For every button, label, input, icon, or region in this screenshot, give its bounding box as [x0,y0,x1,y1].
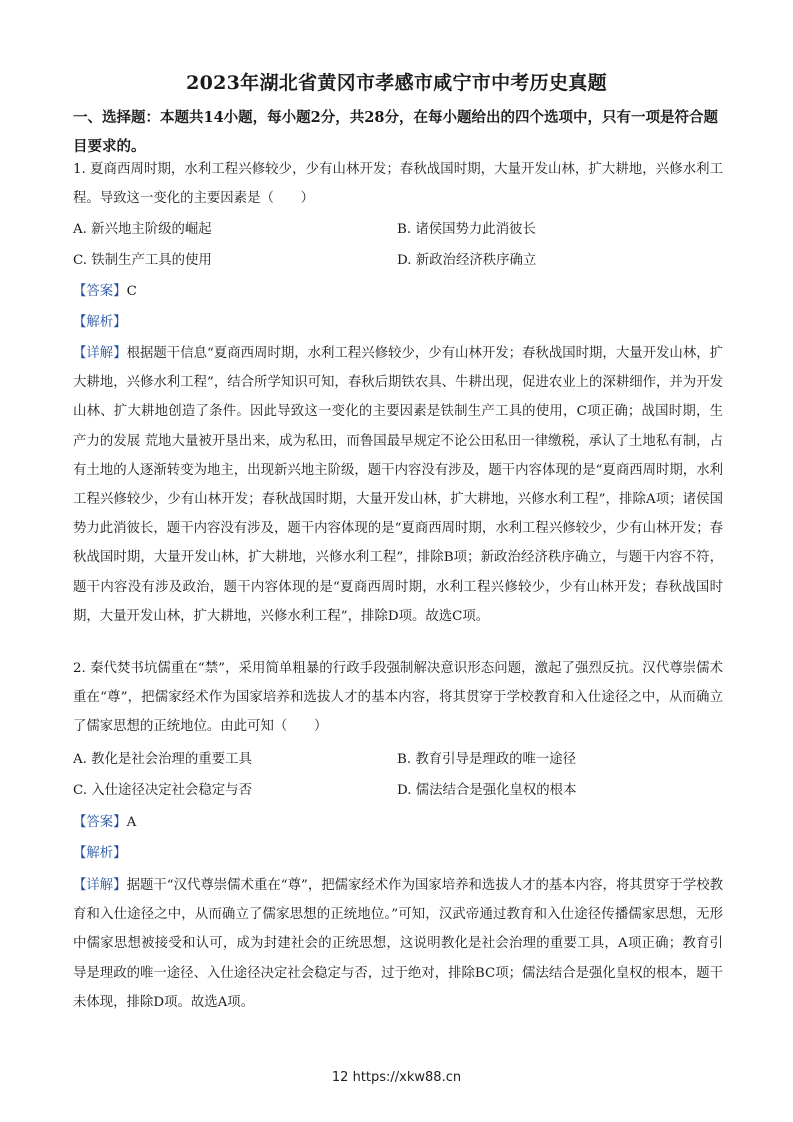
question-1-option-b: B. 诸侯国势力此消彼长 [397,222,536,237]
section-heading: 一、选择题：本题共14小题，每小题2分，共28分，在每小题给出的四个选项中，只有一项是符合题目要求的。 [73,109,718,155]
question-1-detail [73,339,723,631]
analysis-tag: 【解析】 [73,846,127,861]
question-2-option-c: C. 入仕途径决定社会稳定与否 [73,783,252,798]
analysis-tag: 【解析】 [73,315,127,330]
question-2-analysis [73,844,127,864]
page-title: 2023年湖北省黄冈市孝感市咸宁市中考历史真题 [186,72,607,94]
question-2-option-d: D. 儒法结合是强化皇权的根本 [397,783,577,798]
detail-tag: 【详解】 [73,346,127,361]
question-1-analysis [73,313,127,333]
question-2-stem: 2. 秦代焚书坑儒重在“禁”，采用简单粗暴的行政手段强制解决意识形态问题，激起了强烈反抗。汉代尊崇儒术重在“尊”，把儒家经术作为国家培养和选拔人才的基本内容，将其贯穿于学校教育和入仕途径之中，从而确立了儒家思想的正统地位。由此可知（ ） [73,661,723,735]
question-1-answer [73,282,137,302]
question-2-answer [73,813,136,833]
answer-tag: 【答案】 [73,284,127,299]
question-2-option-a: A. 教化是社会治理的重要工具 [73,752,252,767]
detail-tag: 【详解】 [73,878,127,893]
question-1-stem: 1. 夏商西周时期，水利工程兴修较少，少有山林开发；春秋战国时期，大量开发山林，扩大耕地，兴修水利工程。导致这一变化的主要因素是（ ） [73,162,723,207]
question-2-detail [73,871,723,1017]
question-1-option-d: D. 新政治经济秩序确立 [397,253,537,268]
answer-value: A [126,815,137,830]
detail-text: 据题干“汉代尊崇儒术重在“尊”，把儒家经术作为国家培养和选拔人才的基本内容，将其贯穿于学校教育和入仕途径之中，从而确立了儒家思想的正统地位。”可知，汉武帝通过教育和入仕途径传播儒家思想，无形中儒家思想被接受和认可，成为封建社会的正统思想，这说明教化是社会治理的重要工具，A项正确；教育引导是理政的唯一途径、入仕途径决定社会稳定与否，过于绝对，排除BC项；儒法结合是强化皇权的根本，题干未体现，排除D项。故选A项。 [73,878,723,1010]
answer-value: C [126,284,137,299]
page-footer: 12 https://xkw88.cn [331,1070,462,1085]
answer-tag: 【答案】 [73,815,127,830]
question-1-option-a: A. 新兴地主阶级的崛起 [73,222,212,237]
question-1-option-c: C. 铁制生产工具的使用 [73,253,212,268]
detail-text: 根据题干信息“夏商西周时期，水利工程兴修较少，少有山林开发；春秋战国时期，大量开发山林，扩大耕地，兴修水利工程”，结合所学知识可知，春秋后期铁农具、牛耕出现，促进农业上的深耕细作，并为开发山林、扩大耕地创造了条件。因此导致这一变化的主要因素是铁制生产工具的使用，C项正确；战国时期，生产力的发展 荒地大量被开垦出来，成为私田，而鲁国最早规定不论公田私田一律缴税，承认了土地私有制，占有土地的人逐渐转变为地主，出现新兴地主阶级，题干内容没有涉及，题干内容体现的是“夏商西周时期，水利工程兴修较少，少有山林开发；春秋战国时期，大量开发山林，扩大耕地，兴修水利工程”，排除A项；诸侯国势力此消彼长，题干内容没有涉及，题干内容体现的是“夏商西周时期，水利工程兴修较少，少有山林开发；春秋战国时期，大量开发山林，扩大耕地，兴修水利工程”，排除B项；新政治经济秩序确立，与题干内容不符，题干内容没有涉及政治，题干内容体现的是“夏商西周时期，水利工程兴修较少，少有山林开发；春秋战国时期，大量开发山林，扩大耕地，兴修水利工程”，排除D项。故选C项。 [73,346,724,624]
question-2-option-b: B. 教育引导是理政的唯一途径 [397,752,577,767]
